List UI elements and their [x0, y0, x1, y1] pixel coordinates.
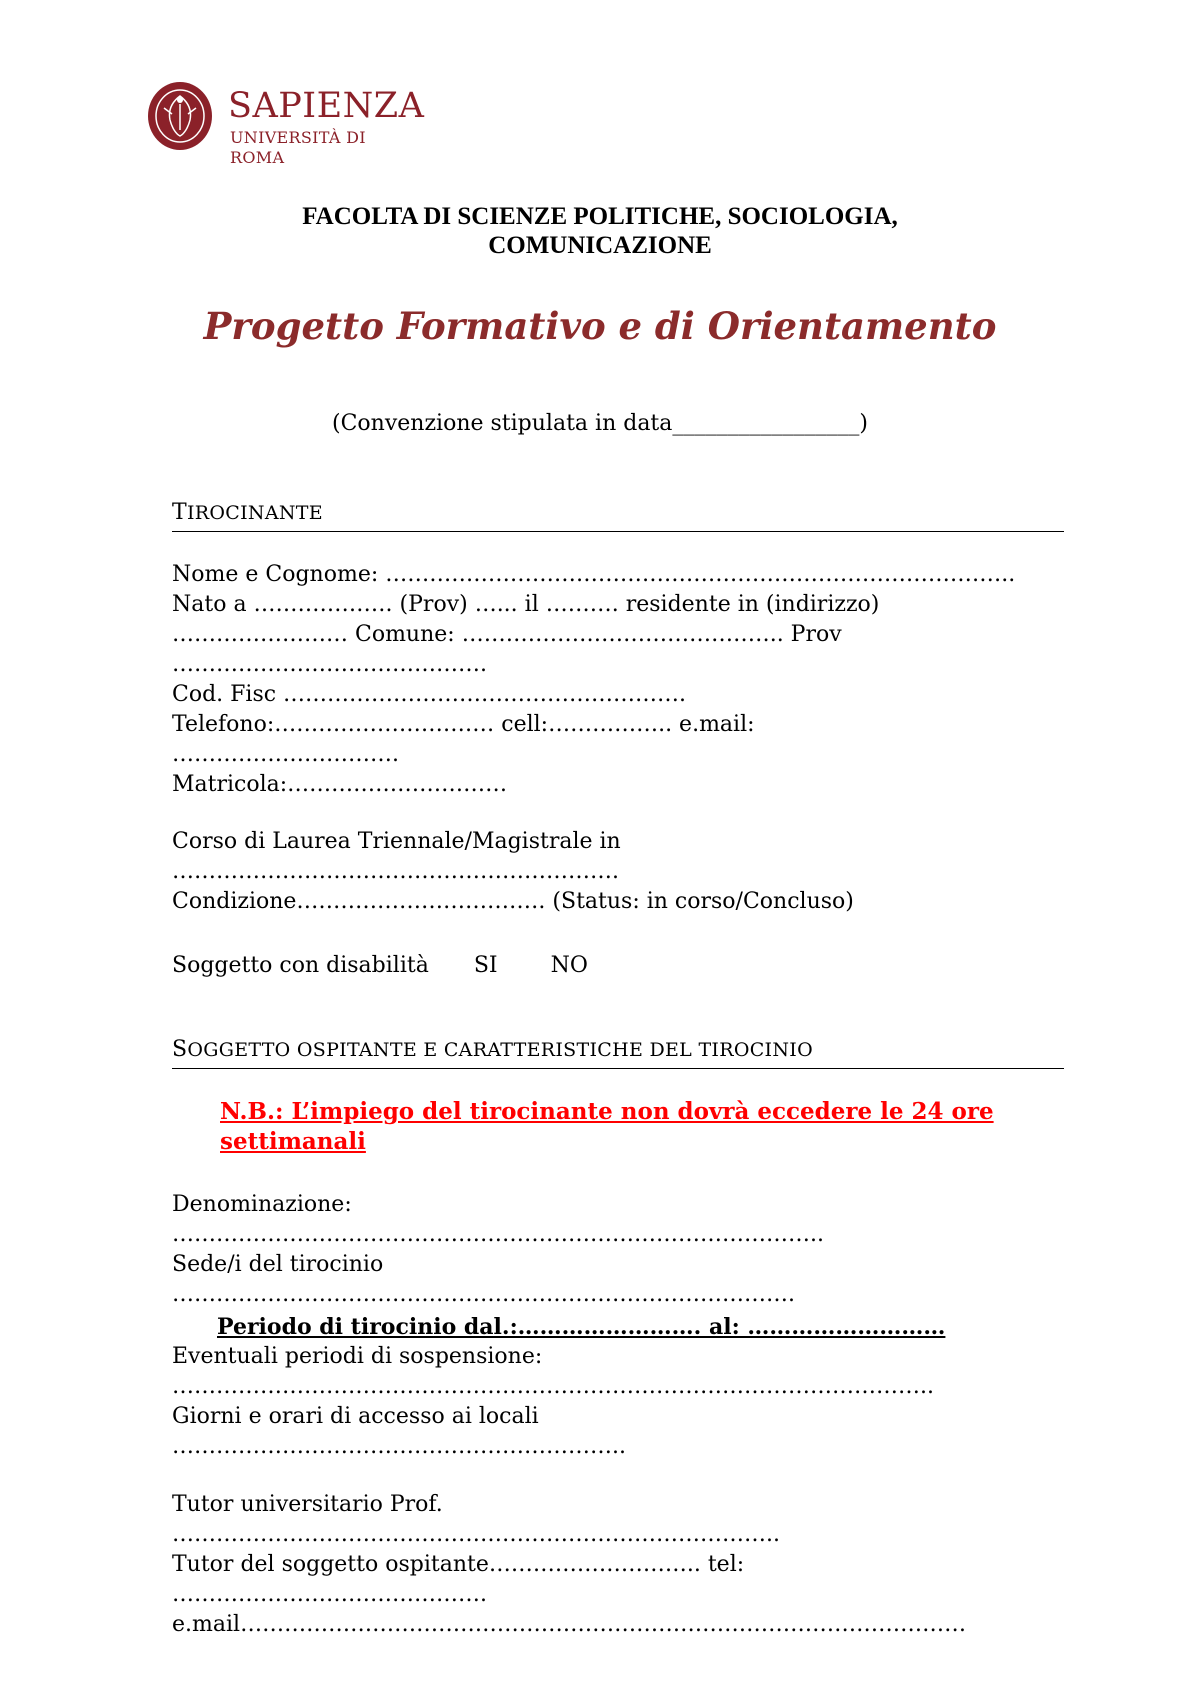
- disability-label: Soggetto con disabilità: [172, 953, 429, 978]
- field-corso-laurea: Corso di Laurea Triennale/Magistrale in: [172, 829, 621, 854]
- sapienza-seal-icon: [146, 80, 214, 152]
- field-comune: …………………… Comune: …………………………………….. Prov: [172, 622, 842, 647]
- field-cod-fisc: Cod. Fisc ……………………………………………….: [172, 682, 687, 707]
- nb-line-1: N.B.: L’impiego del tirocinante non dovrà eccedere le 24 ore: [220, 1098, 994, 1125]
- field-sospensione: Eventuali periodi di sospensione:: [172, 1344, 543, 1369]
- field-tutor-universitario: Tutor universitario Prof.: [172, 1492, 443, 1517]
- nb-notice: [220, 1097, 1100, 1157]
- faculty-line-1: FACOLTA DI SCIENZE POLITICHE, SOCIOLOGIA,: [302, 203, 898, 230]
- disability-no-option[interactable]: NO: [550, 953, 588, 978]
- document-title: Progetto Formativo e di Orientamento: [203, 304, 997, 348]
- field-nascita-residenza: Nato a ………………. (Prov) …... il ………. residente in (indirizzo): [172, 592, 880, 617]
- field-tutor-ospitante-dots: …………………………………….: [172, 1582, 487, 1607]
- faculty-heading: [0, 202, 1200, 260]
- heading-rest: OGGETTO OSPITANTE E CARATTERISTICHE DEL TIROCINIO: [187, 1039, 813, 1061]
- section-heading-ospitante: [172, 1037, 1064, 1069]
- field-corso-dots: …………………………………………………….: [172, 859, 619, 884]
- field-tutor-email: e.mail………………………………………………………………………………………: [172, 1612, 967, 1637]
- disability-row: [172, 951, 588, 981]
- field-matricola: Matricola:…………………………: [172, 772, 508, 797]
- field-sede-dots: ………………………………………………………………………….: [172, 1282, 795, 1307]
- heading-rest: IROCINANTE: [186, 502, 323, 524]
- field-condizione: Condizione……………………………. (Status: in corso/Concluso): [172, 889, 854, 914]
- field-sospensione-dots: …………………………………………………………………………………………..: [172, 1374, 934, 1399]
- field-telefono: Telefono:………………………… cell:…………….. e.mail:: [172, 712, 755, 737]
- section-heading-tirocinante: [172, 500, 1064, 532]
- sapienza-logo: [146, 80, 425, 167]
- field-tutor-ospitante: Tutor del soggetto ospitante……………………….. tel:: [172, 1552, 745, 1577]
- field-email: ………………………….: [172, 742, 399, 767]
- host-fields: [172, 1190, 1092, 1310]
- field-sede: Sede/i del tirocinio: [172, 1252, 384, 1277]
- field-tutor-universitario-dots: ………………………………………………………………………..: [172, 1522, 780, 1547]
- faculty-line-2: COMUNICAZIONE: [488, 232, 712, 259]
- logo-subtitle: UNIVERSITÀ DI ROMA: [230, 128, 366, 167]
- course-fields: [172, 827, 1092, 917]
- field-prov: …………………………………….: [172, 652, 487, 677]
- field-denominazione-dots: ……………………………………………………………………………..: [172, 1222, 824, 1247]
- field-nome-cognome: Nome e Cognome: …………………………………………………………………………..: [172, 562, 1016, 587]
- logo-name: SAPIENZA: [228, 86, 425, 126]
- periodo-tirocinio: Periodo di tirocinio dal.:……………………. al: ………………………: [217, 1314, 946, 1340]
- schedule-fields: [172, 1342, 1092, 1462]
- disability-yes-option[interactable]: SI: [473, 953, 498, 978]
- heading-initial: S: [172, 1037, 188, 1062]
- nb-line-2: settimanali: [220, 1128, 366, 1155]
- heading-initial: T: [172, 500, 187, 525]
- tutor-fields: [172, 1490, 1092, 1640]
- field-orari: Giorni e orari di accesso ai locali: [172, 1404, 539, 1429]
- field-denominazione: Denominazione:: [172, 1192, 352, 1217]
- field-orari-dots: ……………………………………………………..: [172, 1434, 626, 1459]
- trainee-fields: [172, 560, 1092, 800]
- convention-line: (Convenzione stipulata in data_________________): [332, 411, 868, 436]
